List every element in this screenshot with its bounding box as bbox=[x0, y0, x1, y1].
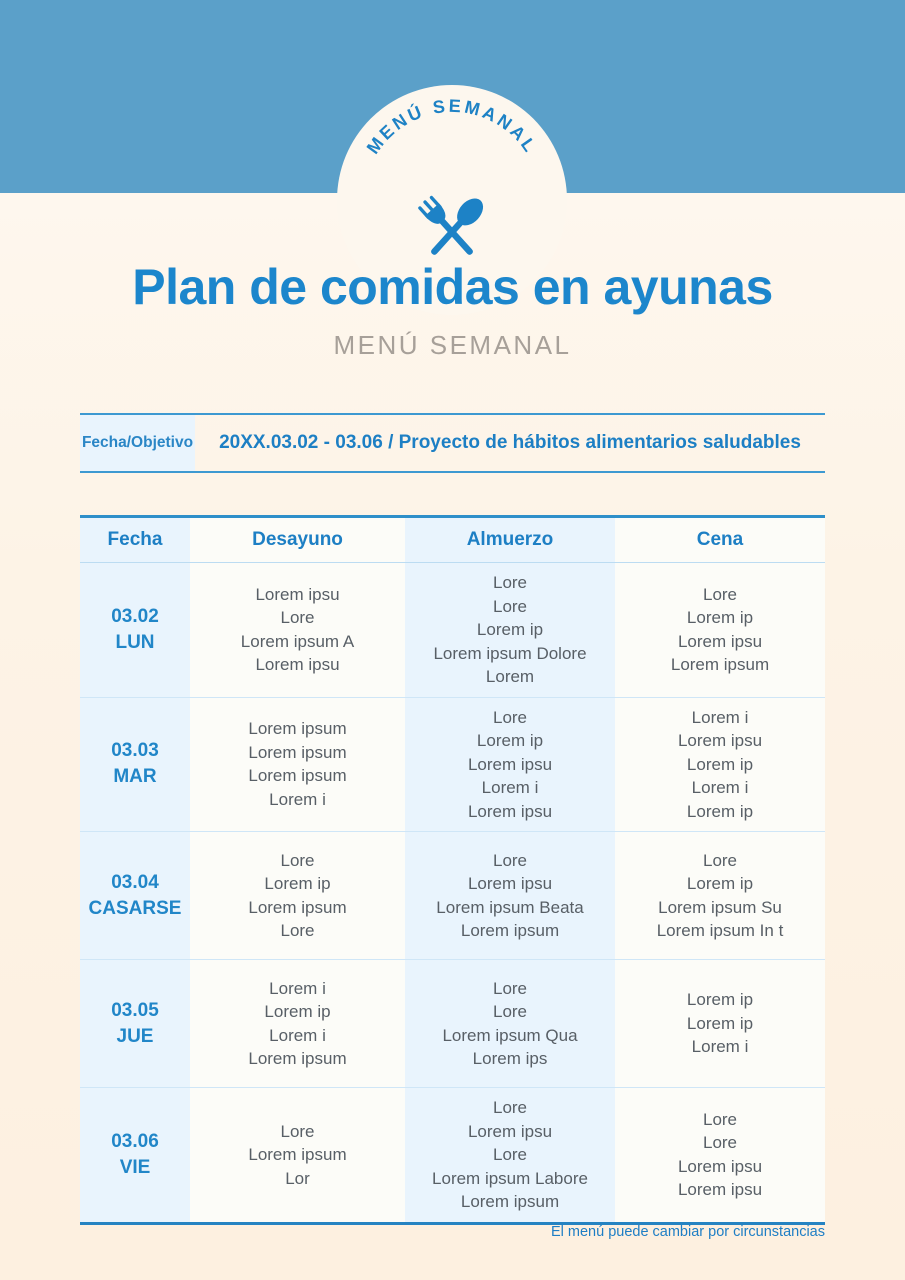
menu-item-text: Lore bbox=[492, 573, 528, 592]
cena-cell bbox=[615, 563, 825, 697]
menu-item-text: Lorem ip bbox=[686, 990, 754, 1010]
menu-item-text: Lorem i bbox=[691, 1037, 749, 1057]
menu-item-text: Lorem ipsum Qua bbox=[442, 1025, 578, 1045]
column-header-desayuno: Desayuno bbox=[190, 518, 405, 562]
menu-item-text: Lorem ips bbox=[472, 1049, 548, 1068]
menu-item-text: Lorem ip bbox=[686, 1013, 754, 1033]
menu-item-text: Lorem ipsum bbox=[248, 766, 347, 786]
date-label: 03.04 bbox=[111, 871, 159, 893]
day-label: LUN bbox=[115, 631, 155, 653]
day-label: VIE bbox=[119, 1156, 151, 1178]
menu-item-text: Lorem ip bbox=[686, 801, 754, 821]
menu-item-text: Lorem i bbox=[481, 778, 539, 797]
desayuno-cell bbox=[190, 832, 405, 959]
footer-note: El menú puede cambiar por circunstancias bbox=[550, 1224, 825, 1240]
menu-item-text: Lorem ip bbox=[264, 1002, 331, 1021]
menu-item-text: Lorem ip bbox=[686, 754, 754, 774]
cena-cell bbox=[615, 1088, 825, 1222]
desayuno-cell bbox=[190, 1088, 405, 1222]
menu-item-text: Lore bbox=[492, 1145, 528, 1164]
menu-item-text: Lorem i bbox=[269, 789, 326, 809]
date-cell bbox=[80, 832, 190, 959]
almuerzo-cell bbox=[405, 960, 615, 1087]
table-row bbox=[80, 563, 825, 697]
menu-item-text: Lorem ip bbox=[264, 874, 331, 893]
cena-cell bbox=[615, 960, 825, 1087]
table-row bbox=[80, 831, 825, 959]
menu-item-text: Lorem ipsum bbox=[460, 1192, 560, 1211]
menu-item-text: Lorem ipsu bbox=[467, 1121, 553, 1141]
menu-item-text: Lorem ipsum Beata bbox=[436, 897, 584, 917]
almuerzo-cell bbox=[405, 1088, 615, 1222]
menu-item-text: Lorem ipsum bbox=[248, 1049, 347, 1068]
menu-item-text: Lore bbox=[702, 1133, 738, 1153]
menu-item-text: Lorem i bbox=[691, 778, 749, 797]
menu-item-text: Lorem ip bbox=[476, 620, 544, 639]
date-cell bbox=[80, 1088, 190, 1222]
menu-item-text: Lorem ipsum Labore bbox=[432, 1168, 588, 1188]
menu-item-text: Lorem ipsum bbox=[248, 742, 347, 762]
menu-item-text: Lorem ip bbox=[476, 731, 544, 750]
table-row bbox=[80, 959, 825, 1087]
day-label: JUE bbox=[116, 1025, 154, 1047]
menu-item-text: Lorem ipsu bbox=[677, 1180, 763, 1200]
menu-item-text: Lorem i bbox=[691, 707, 749, 727]
menu-item-text: Lorem ipsum bbox=[460, 921, 560, 940]
menu-item-text: Lorem bbox=[485, 667, 535, 686]
menu-item-text: Lorem ipsum Su bbox=[658, 897, 782, 917]
objective-row bbox=[80, 413, 825, 473]
table-row bbox=[80, 1087, 825, 1222]
page-subtitle: MENÚ SEMANAL bbox=[333, 330, 572, 360]
menu-item-text: Lorem ipsu bbox=[255, 584, 340, 604]
desayuno-cell bbox=[190, 960, 405, 1087]
menu-item-text: Lorem ipsum bbox=[248, 1145, 347, 1164]
menu-item-text: Lore bbox=[492, 978, 528, 998]
menu-item-text: Lore bbox=[280, 1121, 315, 1141]
cena-cell bbox=[615, 698, 825, 832]
menu-item-text: Lorem ipsum bbox=[670, 655, 770, 675]
column-header-almuerzo: Almuerzo bbox=[405, 518, 615, 562]
menu-item-text: Lorem ipsu bbox=[677, 731, 763, 750]
menu-item-text: Lore bbox=[702, 850, 738, 870]
menu-item-text: Lorem ipsu bbox=[677, 1156, 763, 1176]
date-label: 03.06 bbox=[111, 1130, 159, 1152]
date-cell bbox=[80, 698, 190, 832]
menu-item-text: Lorem ip bbox=[686, 874, 754, 893]
almuerzo-cell bbox=[405, 563, 615, 697]
date-label: 03.02 bbox=[111, 605, 159, 627]
table-header-row bbox=[80, 518, 825, 563]
menu-item-text: Lorem ipsum bbox=[248, 719, 347, 739]
day-label: CASARSE bbox=[88, 897, 182, 919]
weekly-menu-table bbox=[80, 515, 825, 1225]
menu-item-text: Lore bbox=[280, 850, 315, 870]
menu-item-text: Lore bbox=[492, 707, 528, 727]
day-label: MAR bbox=[113, 766, 157, 788]
page-title: Plan de comidas en ayunas bbox=[132, 259, 773, 315]
menu-item-text: Lor bbox=[285, 1168, 310, 1188]
cena-cell bbox=[615, 832, 825, 959]
menu-item-text: Lore bbox=[280, 608, 315, 628]
objective-label: Fecha/Objetivo bbox=[80, 415, 195, 471]
menu-item-text: Lore bbox=[702, 584, 738, 604]
almuerzo-cell bbox=[405, 832, 615, 959]
menu-item-text: Lorem ipsum In t bbox=[656, 921, 784, 940]
menu-item-text: Lore bbox=[492, 850, 528, 870]
menu-item-text: Lore bbox=[492, 1098, 528, 1117]
menu-item-text: Lorem i bbox=[269, 978, 326, 998]
menu-item-text: Lorem ipsum bbox=[248, 897, 347, 917]
table-row bbox=[80, 697, 825, 832]
table-body bbox=[80, 563, 825, 1222]
menu-item-text: Lorem ipsu bbox=[677, 631, 763, 651]
menu-item-text: Lorem ipsu bbox=[467, 874, 553, 893]
date-label: 03.03 bbox=[111, 740, 159, 762]
menu-item-text: Lorem ipsum A bbox=[240, 631, 355, 651]
date-cell bbox=[80, 960, 190, 1087]
date-cell bbox=[80, 563, 190, 697]
column-header-cena: Cena bbox=[615, 518, 825, 562]
menu-item-text: Lore bbox=[492, 596, 528, 616]
column-header-fecha: Fecha bbox=[80, 518, 190, 562]
menu-item-text: Lorem ipsu bbox=[467, 801, 553, 821]
menu-item-text: Lorem ipsu bbox=[255, 655, 340, 675]
objective-value: 20XX.03.02 - 03.06 / Proyecto de hábitos alimentarios saludables bbox=[219, 432, 801, 453]
desayuno-cell bbox=[190, 563, 405, 697]
desayuno-cell bbox=[190, 698, 405, 832]
menu-item-text: Lorem ipsu bbox=[467, 754, 553, 774]
menu-item-text: Lorem ip bbox=[686, 608, 754, 628]
menu-item-text: Lorem i bbox=[269, 1025, 326, 1045]
almuerzo-cell bbox=[405, 698, 615, 832]
date-label: 03.05 bbox=[111, 999, 159, 1021]
menu-item-text: Lore bbox=[280, 921, 315, 940]
menu-item-text: Lore bbox=[702, 1109, 738, 1129]
menu-item-text: Lorem ipsum Dolore bbox=[433, 643, 587, 663]
emblem-curved-text: MENÚ SEMANAL bbox=[362, 95, 542, 158]
menu-item-text: Lore bbox=[492, 1002, 528, 1021]
